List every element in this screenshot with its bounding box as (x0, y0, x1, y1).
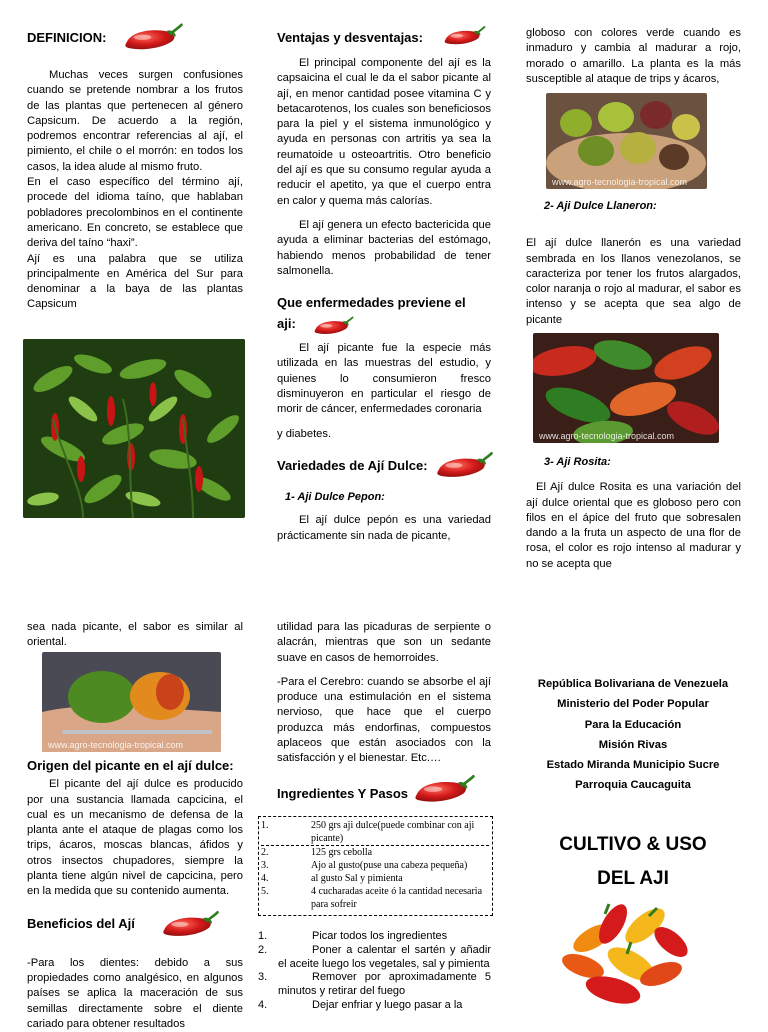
ventajas-paragraph-2: El ají genera un efecto bactericida que ayuda a eliminar bacterias del estómago, habiendo menos probabilidad de tener salmonella. (277, 218, 491, 277)
ingredient-number: 1. (261, 820, 269, 831)
column-3-lower (526, 455, 741, 572)
cover-title-line-1: CULTIVO & USO (559, 834, 707, 855)
pepper-plant-photo (23, 339, 245, 518)
aji-pepon-illustration (546, 93, 707, 189)
enfermedades-paragraph-2: y diabetes. (277, 427, 332, 440)
definicion-body (27, 68, 243, 313)
definicion-paragraph-1: Muchas veces surgen confusiones cuando se pretende nombrar a los frutos de las plantas que pertenecen al género Capsicum. De acuerdo a la región, podremos encontrar referencias al ají, el pimiento, el chile o el morrón: en todos los casos, la idea alude al mismo fruto. (27, 69, 243, 173)
cover-line: Para la Educación (584, 718, 682, 731)
step-number: 2. (258, 943, 268, 956)
red-pepper-icon (123, 22, 185, 56)
column-1-bottom (27, 620, 243, 651)
cerebro-paragraph: -Para el Cerebro: cuando se absorbe el ají produce una estimulación en el sistema nervioso, que hace que el cuerpo produzca más endorfinas, compuestos aplaceos que están asociados con la satisfacción y el bienestar. Etc.… (277, 675, 491, 765)
column-2-bottom (277, 620, 491, 767)
ingredients-box (258, 816, 493, 916)
red-pepper-icon (413, 774, 477, 808)
enfermedades-heading (277, 295, 491, 339)
enfermedades-title-line-1: Que enfermedades previene el (277, 295, 466, 311)
column-2-continuation: utilidad para las picaduras de serpiente o alacrán, mientras que son un sedante suave en casos de hemorroides. (277, 621, 491, 664)
column-3-middle (526, 199, 741, 328)
cover-title (520, 828, 746, 896)
origen-title: Origen del picante en el ají dulce: (27, 758, 234, 773)
cover-line: República Bolivariana de Venezuela (537, 678, 729, 690)
step-text: Picar todos los ingredientes (312, 930, 448, 942)
cover-line: Estado Miranda Municipio Sucre (546, 759, 720, 772)
cover-line: Misión Rivas (598, 738, 668, 751)
ingredient-number: 4. (261, 873, 269, 884)
ingredient-item (261, 859, 489, 872)
beneficios-title: Beneficios del Ají (27, 915, 135, 931)
ingredientes-title: Ingredientes Y Pasos (277, 786, 409, 801)
aji-llaneron-illustration (533, 333, 719, 443)
photo-watermark: www.agro-tecnologia-tropical.com (48, 740, 184, 750)
column-2-top (277, 24, 491, 544)
ingredient-text: Ajo al gusto(puse una cabeza pequeña) (311, 860, 468, 871)
ventajas-heading-row (277, 24, 491, 54)
step-number: 1. (258, 930, 268, 942)
cover-institution-block (520, 674, 746, 796)
definicion-paragraph-3: Ají es una palabra que se utiliza principalmente en América del Sur para denominar a la baya de las plantas Capsicum (27, 252, 243, 311)
aji-pepon-photo (546, 93, 707, 189)
steps-list (258, 930, 491, 1013)
pepon-title: 1- Aji Dulce Pepon: (285, 490, 385, 503)
ingredient-item (261, 845, 489, 859)
origen-paragraph: El picante del ají dulce es producido por una sustancia llamada capcicina, el cual es un mecanismo de defensa de la planta ante el ataque de plagas como los trips, ácaros, moscas blancas, áfidos y otros insectos chupadores, siempre la planta tiene algún nivel de capcicina, pero en la medida que su contenido aumenta. (27, 778, 243, 898)
ventajas-title: Ventajas y desventajas: (277, 30, 423, 45)
variedades-heading-row (277, 450, 491, 484)
step-number: 3. (258, 971, 268, 984)
variedades-title: Variedades de Ají Dulce: (277, 457, 428, 473)
cover-line: Parroquia Caucaguita (575, 779, 691, 792)
column-3-top-paragraph: globoso con colores verde cuando es inmaduro y cambia al madurar a rojo, morado o amarillo. La planta es la más susceptible al ataque de trips y ácaros, (526, 27, 741, 85)
cover-peppers-illustration (553, 894, 701, 1012)
step-text: Dejar enfriar y luego pasar a la (312, 998, 463, 1011)
ingredient-text: 125 grs cebolla (311, 847, 373, 858)
rosita-paragraph: El Ají dulce Rosita es una variación del ají dulce oriental que es globoso pero con filos en el ápice del fruto que sobresalen dando a la fruta un aspecto de una flor de rosa, el color es rojo intenso al madurar y no se acepta que (526, 481, 741, 570)
enfermedades-body (277, 341, 491, 442)
ingredient-item (261, 819, 489, 845)
aji-hand-illustration (42, 652, 221, 752)
definicion-heading-row (27, 24, 243, 54)
column-1-top (27, 24, 243, 313)
ingredient-list (261, 819, 489, 911)
ventajas-paragraph-1: El principal componente del ají es la capsaicina el cual le da el sabor picante al ají, en menor cantidad posee vitamina C y betacarotenos, los cuales son beneficiosos para la piel y el sistema inmunológico y ayuda en personas con artritis ya sea la reumatoide u osteoartritis. Otro beneficio del ají es que su consumo regular ayuda a reducir el apetito, ya que el cuerpo entra en calor y quema más calorías. (277, 57, 491, 207)
rosita-title: 3- Aji Rosita: (544, 456, 611, 468)
column-1-continuation: sea nada picante, el sabor es similar al oriental. (27, 621, 243, 649)
step-text: Poner a calentar el sartén y añadir el aceite luego los vegetales, sal y pimienta (278, 943, 491, 970)
ingredient-number: 3. (261, 860, 269, 871)
ingredient-number: 2. (261, 847, 269, 858)
step-text: Remover por aproximadamente 5 minutos y retirar del fuego (278, 971, 491, 998)
photo-watermark: www.agro-tecnologia-tropical.com (552, 177, 688, 187)
ingredient-item (261, 885, 489, 911)
pepper-plant-illustration (23, 339, 245, 518)
step-item (258, 930, 491, 944)
column-1-origen (27, 758, 243, 1032)
step-item (258, 971, 491, 999)
column-3-top (526, 26, 741, 87)
ingredient-number: 5. (261, 886, 269, 897)
enfermedades-title-line-2: aji: (277, 316, 296, 332)
ingredient-text: 250 grs aji dulce(puede combinar con aji picante) (311, 820, 475, 844)
definicion-paragraph-2: En el caso específico del término ají, procede del idioma taíno, que hablaban pobladores precolombinos en el continente americano. En concreto, se establece que deriva del taíno “haxi”. (27, 176, 243, 250)
definicion-title: DEFINICION: (27, 30, 107, 45)
llaneron-paragraph: El ají dulce llanerón es una variedad sembrada en los llanos venezolanos, se caracteriza por tener los frutos alargados, color naranja o rojo al madurar, el sabor es intenso y se acepta que sea algo de picante (526, 237, 741, 326)
ingredient-item (261, 872, 489, 885)
cover-peppers-photo (553, 894, 701, 1012)
red-pepper-icon (313, 315, 355, 339)
aji-hand-photo (42, 652, 221, 752)
photo-watermark: www.agro-tecnologia-tropical.com (539, 431, 675, 441)
cover-title-line-2: DEL AJI (597, 868, 669, 889)
red-pepper-icon (443, 24, 487, 50)
red-pepper-icon (161, 910, 221, 942)
ingredientes-heading-row (277, 774, 491, 808)
llaneron-title: 2- Aji Dulce Llaneron: (544, 200, 657, 212)
red-pepper-icon (435, 450, 495, 484)
cover-line: Ministerio del Poder Popular (557, 698, 709, 711)
ingredient-text: al gusto Sal y pimienta (311, 873, 403, 884)
step-item (258, 944, 491, 972)
enfermedades-paragraph: El ají picante fue la especie más utilizada en las muestras del estudio, y quienes lo consumieron fresco disminuyeron en particular el riesgo de morir de cáncer, enfermedades coronaria (277, 342, 491, 416)
beneficios-paragraph: -Para los dientes: debido a sus propiedades como analgésico, en algunos países se aplica la maceración de sus semillas directamente sobre el diente cariado para obtener resultados (27, 956, 243, 1030)
step-number: 4. (258, 998, 268, 1011)
ingredient-text: 4 cucharadas aceite ó la cantidad necesaria para sofreir (311, 886, 483, 910)
ventajas-body (277, 56, 491, 279)
pepon-paragraph: El ají dulce pepón es una variedad prácticamente sin nada de picante, (277, 514, 491, 542)
aji-llaneron-photo (533, 333, 719, 443)
step-item (258, 999, 491, 1013)
beneficios-heading-row (27, 910, 243, 940)
